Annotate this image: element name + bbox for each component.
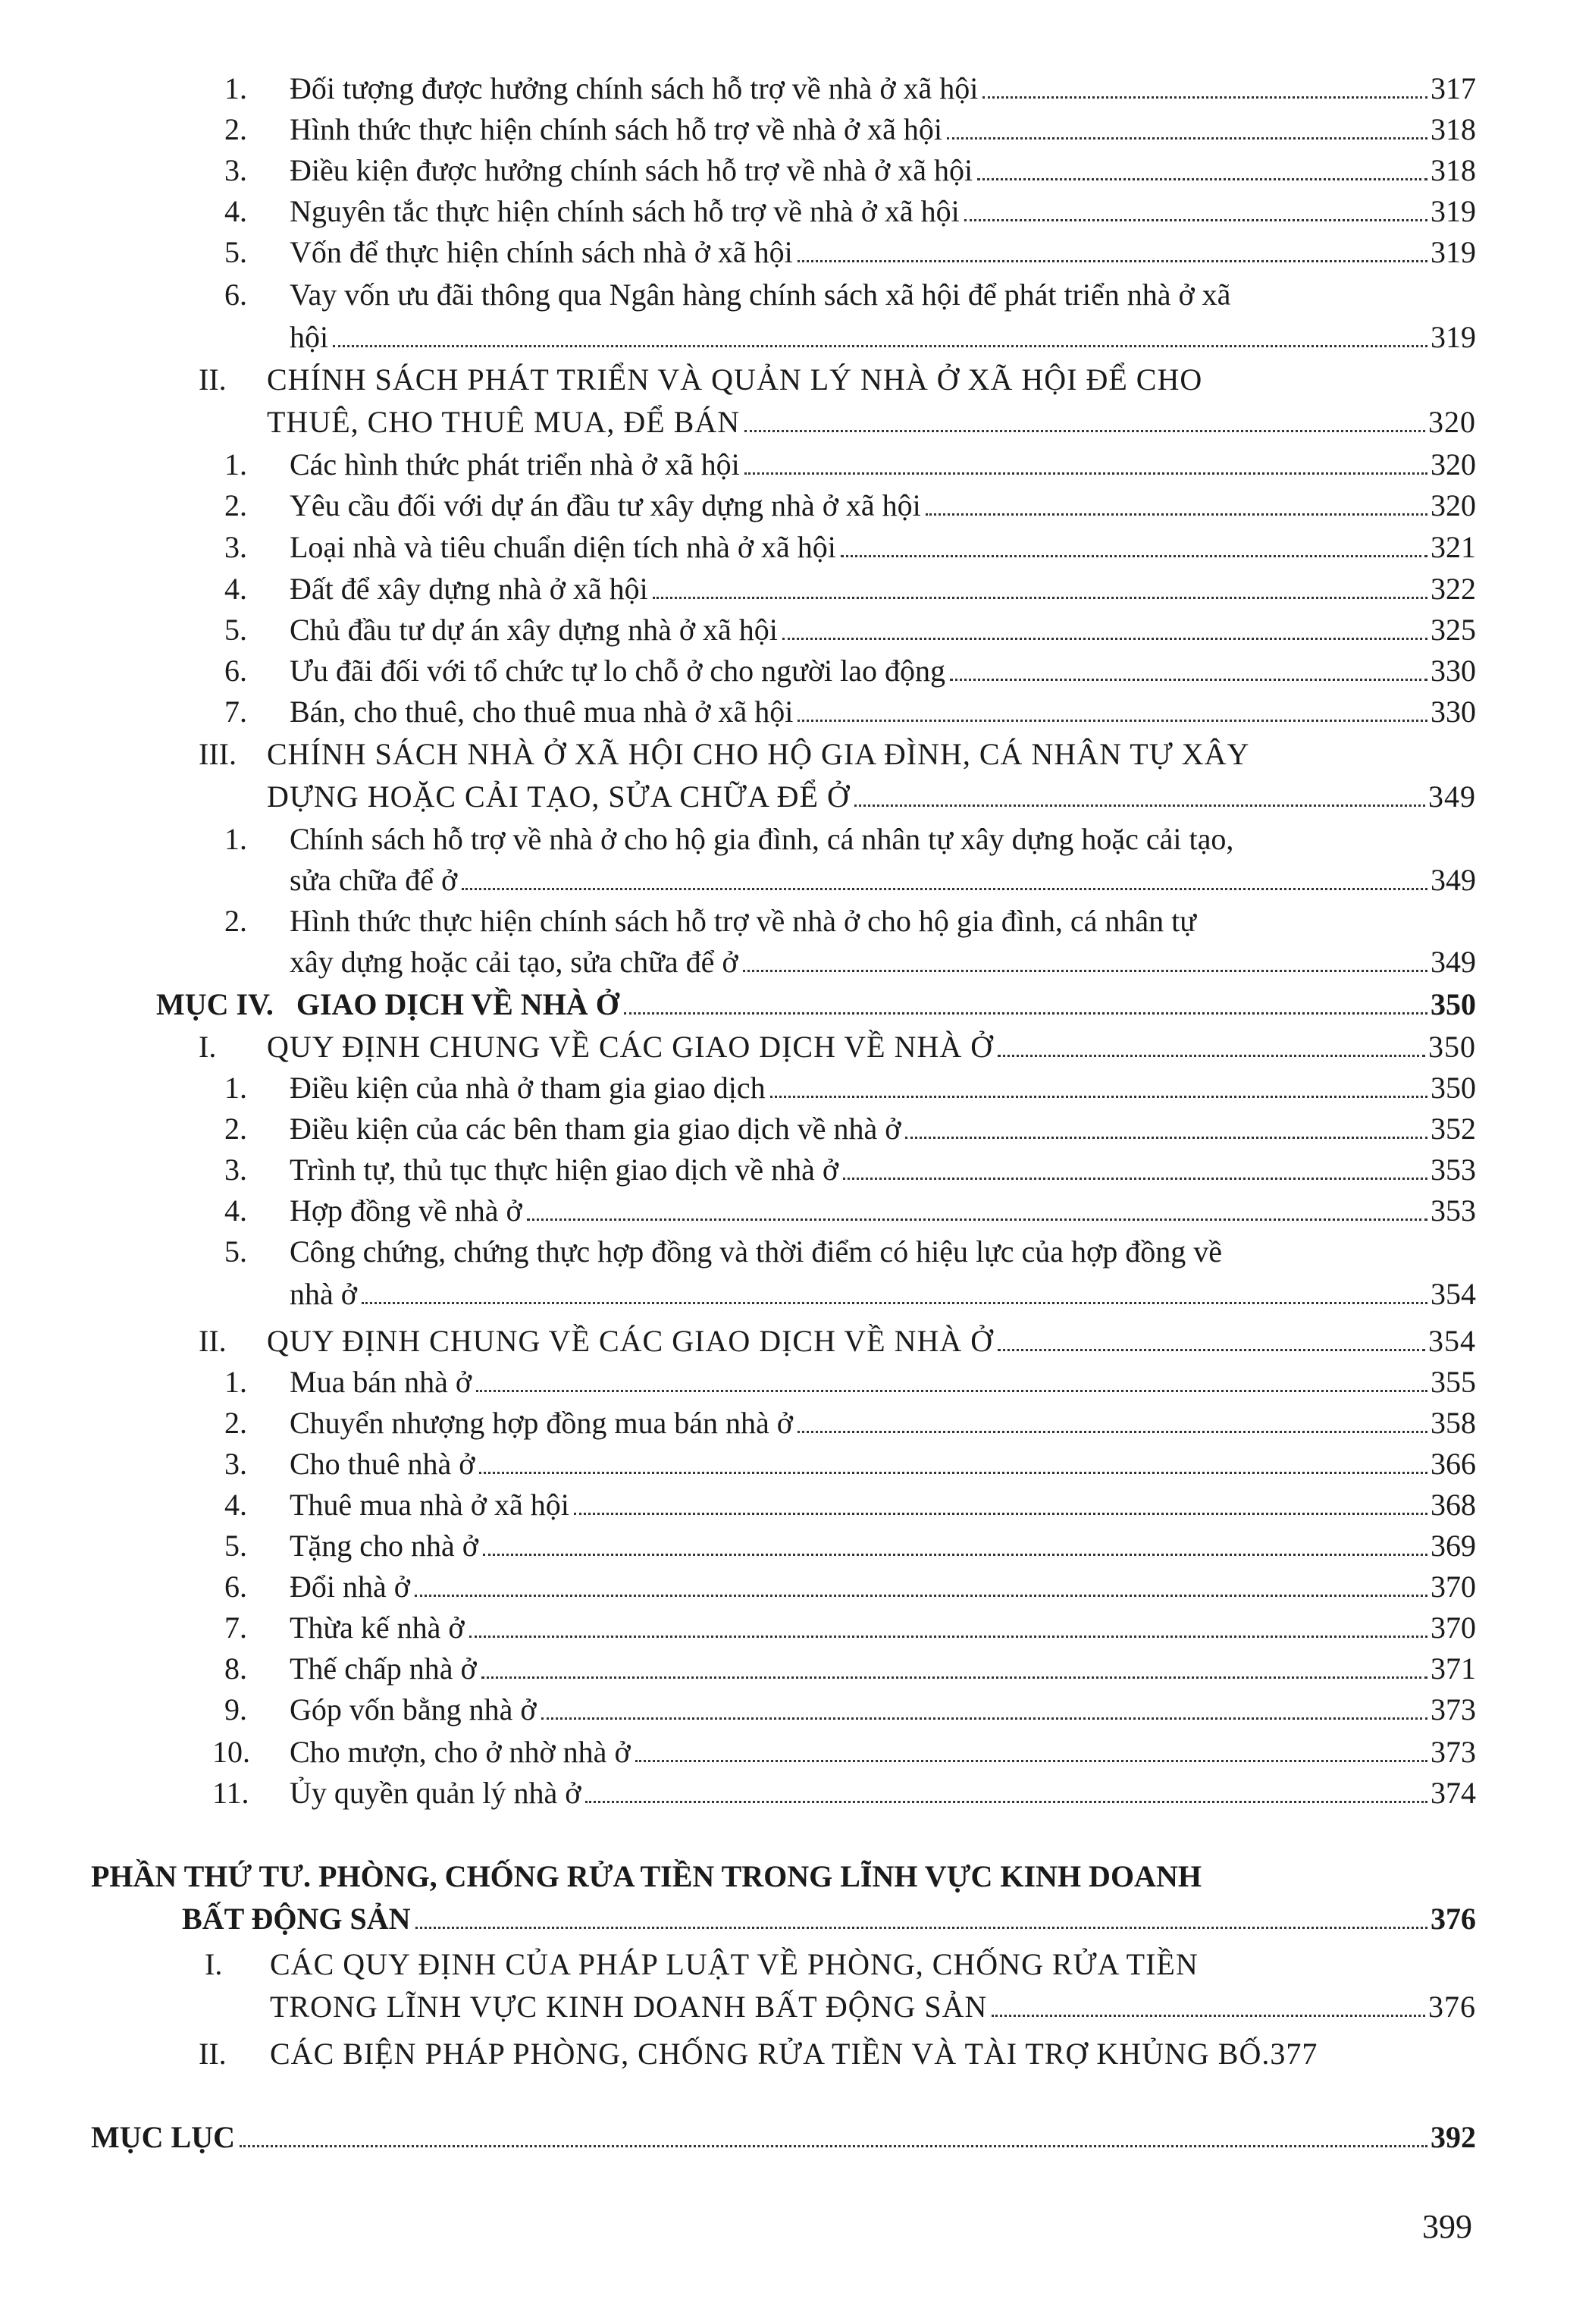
dot-leader <box>782 638 1427 640</box>
toc-page-number: 318 <box>1431 112 1476 146</box>
toc-item-number: 2. <box>224 1406 247 1440</box>
toc-item-number: 3. <box>224 153 247 187</box>
toc-item-text: hội <box>290 320 329 354</box>
toc-page-number: 349 <box>1431 863 1476 897</box>
toc-item-text: Điều kiện của nhà ở tham gia giao dịch <box>290 1071 766 1105</box>
toc-page-number: 370 <box>1431 1570 1476 1604</box>
dot-leader <box>843 1178 1427 1180</box>
toc-item <box>290 1609 1476 1647</box>
toc-item-text: Tặng cho nhà ở <box>290 1529 478 1563</box>
toc-page-number: 350 <box>1428 1030 1476 1064</box>
toc-item <box>290 1774 1476 1812</box>
dot-leader <box>977 178 1427 180</box>
toc-item-number: 1. <box>224 1071 247 1105</box>
dot-leader <box>415 1927 1427 1929</box>
toc-item-number: 1. <box>224 1365 247 1399</box>
toc-item <box>290 1568 1476 1606</box>
toc-item-text: Điều kiện của các bên tham gia giao dịch về nhà ở <box>290 1112 901 1146</box>
toc-part <box>182 1900 1476 1938</box>
toc-section <box>267 403 1476 441</box>
toc-page-number: 373 <box>1431 1735 1476 1769</box>
toc-item-number: 1. <box>224 822 247 856</box>
dot-leader <box>926 513 1427 516</box>
toc-part-text: PHẦN THỨ TƯ. PHÒNG, CHỐNG RỬA TIỀN TRONG LĨNH VỰC KINH DOANH <box>91 1859 1202 1893</box>
toc-section-number: II. <box>199 1324 227 1358</box>
dot-leader <box>574 1513 1427 1515</box>
toc-page-number: 370 <box>1431 1610 1476 1645</box>
toc-item-number: 5. <box>224 1529 247 1563</box>
dot-leader <box>240 2145 1427 2147</box>
toc-page-number: 376 <box>1431 1902 1476 1936</box>
toc-page-number: 350 <box>1431 1071 1476 1105</box>
toc-item-text: Hình thức thực hiện chính sách hỗ trợ về nhà ở xã hội <box>290 112 943 146</box>
toc-page-number: 366 <box>1431 1447 1476 1481</box>
dot-leader <box>964 219 1427 221</box>
dot-leader <box>841 555 1427 557</box>
toc-item-number: 4. <box>224 572 247 606</box>
toc-item-number: 10. <box>212 1735 250 1769</box>
toc-item <box>290 861 1476 899</box>
toc-item-number: 7. <box>224 695 247 729</box>
toc-page-number: 352 <box>1431 1112 1476 1146</box>
toc-item-number: 11. <box>212 1776 249 1810</box>
toc-item-text: Điều kiện được hưởng chính sách hỗ trợ về nhà ở xã hội <box>290 153 973 187</box>
toc-item-number: 5. <box>224 1234 247 1269</box>
dot-leader <box>798 260 1427 262</box>
dot-leader <box>998 1349 1425 1351</box>
dot-leader <box>743 970 1427 972</box>
toc-page-number: 320 <box>1431 447 1476 481</box>
toc-item <box>290 1691 1476 1729</box>
toc-item <box>290 446 1476 484</box>
toc-item <box>290 1192 1476 1230</box>
toc-page-number: 369 <box>1431 1529 1476 1563</box>
toc-page-number: 358 <box>1431 1406 1476 1440</box>
toc-page-number: 319 <box>1431 235 1476 269</box>
toc-contents-text: MỤC LỤC <box>91 2120 235 2154</box>
toc-item-number: 5. <box>224 235 247 269</box>
dot-leader <box>479 1472 1427 1474</box>
toc-item-text: Trình tự, thủ tục thực hiện giao dịch về nhà ở <box>290 1153 839 1187</box>
toc-section <box>267 1028 1476 1066</box>
toc-page-number: 318 <box>1431 153 1476 187</box>
dot-leader <box>541 1717 1427 1720</box>
toc-item-text: Hình thức thực hiện chính sách hỗ trợ về nhà ở cho hộ gia đình, cá nhân tự <box>290 904 1196 938</box>
toc-item-number: 2. <box>224 112 247 146</box>
dot-leader <box>992 2015 1425 2017</box>
toc-item-text: Đất để xây dựng nhà ở xã hội <box>290 572 648 606</box>
toc-section-text: CÁC BIỆN PHÁP PHÒNG, CHỐNG RỬA TIỀN VÀ TÀI TRỢ KHỦNG BỐ. <box>270 2037 1271 2071</box>
toc-page-number: 321 <box>1431 530 1476 564</box>
toc-item-text: Cho thuê nhà ở <box>290 1447 475 1481</box>
toc-item <box>290 1527 1476 1565</box>
toc-page-number: 320 <box>1428 405 1476 439</box>
page-number: 399 <box>1422 2208 1472 2245</box>
toc-section <box>267 778 1476 816</box>
toc-item <box>290 1733 1476 1771</box>
dot-leader <box>905 1137 1427 1139</box>
toc-item-number: 5. <box>224 613 247 647</box>
toc-item-text: Nguyên tắc thực hiện chính sách hỗ trợ về nhà ở xã hội <box>290 194 960 228</box>
toc-page-number: 325 <box>1431 613 1476 647</box>
toc-page-number: 354 <box>1428 1324 1476 1358</box>
toc-section-text: CHÍNH SÁCH NHÀ Ở XÃ HỘI CHO HỘ GIA ĐÌNH, CÁ NHÂN TỰ XÂY <box>267 737 1250 771</box>
toc-item-number: 3. <box>224 530 247 564</box>
dot-leader <box>476 1390 1427 1392</box>
toc-item-text: Thuê mua nhà ở xã hội <box>290 1488 569 1522</box>
toc-item <box>290 693 1476 731</box>
dot-leader <box>653 597 1427 599</box>
toc-item <box>290 487 1476 525</box>
toc-item-number: 7. <box>224 1610 247 1645</box>
toc-page-number: 374 <box>1431 1776 1476 1810</box>
toc-item-number: 2. <box>224 1112 247 1146</box>
toc-page-number: 317 <box>1431 71 1476 105</box>
toc-item-number: 9. <box>224 1692 247 1727</box>
toc-item-text: nhà ở <box>290 1277 357 1311</box>
toc-item-number: 6. <box>224 278 247 312</box>
toc-contents <box>91 2119 1476 2156</box>
toc-section-number: II. <box>199 2037 227 2071</box>
toc-part-line <box>91 1858 1476 1896</box>
toc-item <box>290 70 1476 108</box>
toc-page-number: 373 <box>1431 1692 1476 1727</box>
toc-item <box>290 1486 1476 1524</box>
toc-item-number: 1. <box>224 71 247 105</box>
toc-item-text: Vốn để thực hiện chính sách nhà ở xã hội <box>290 235 793 269</box>
toc-section-line <box>267 361 1476 399</box>
toc-page-number: 353 <box>1431 1193 1476 1228</box>
toc-item <box>290 528 1476 566</box>
dot-leader <box>744 430 1425 432</box>
toc-section-text: THUÊ, CHO THUÊ MUA, ĐỂ BÁN <box>267 405 741 439</box>
dot-leader <box>950 679 1427 681</box>
toc-page-number: 376 <box>1428 1990 1476 2024</box>
toc-section <box>270 2035 1476 2073</box>
toc-item <box>290 1275 1476 1313</box>
toc-item <box>290 611 1476 649</box>
toc-item-text: xây dựng hoặc cải tạo, sửa chữa để ở <box>290 945 738 979</box>
toc-section-text: DỰNG HOẶC CẢI TẠO, SỬA CHỮA ĐỂ Ở <box>267 779 850 814</box>
dot-leader <box>585 1801 1427 1803</box>
toc-item-line <box>290 820 1476 858</box>
dot-leader <box>770 1096 1427 1098</box>
toc-item-text: Chính sách hỗ trợ về nhà ở cho hộ gia đình, cá nhân tự xây dựng hoặc cải tạo, <box>290 822 1234 856</box>
toc-item-text: Thế chấp nhà ở <box>290 1651 477 1686</box>
toc-item-text: Góp vốn bằng nhà ở <box>290 1692 537 1727</box>
toc-item-text: Ủy quyền quản lý nhà ở <box>290 1776 581 1810</box>
toc-item <box>290 193 1476 231</box>
toc-section-line <box>270 1946 1476 1984</box>
dot-leader <box>469 1636 1427 1638</box>
toc-page-number: 350 <box>1431 987 1476 1021</box>
toc-section <box>267 1322 1476 1360</box>
toc-item-number: 3. <box>224 1153 247 1187</box>
toc-chapter <box>156 986 1476 1024</box>
toc-page-number: 377 <box>1270 2037 1318 2071</box>
toc-item-text: Loại nhà và tiêu chuẩn diện tích nhà ở xã hội <box>290 530 836 564</box>
toc-item-number: 4. <box>224 1193 247 1228</box>
dot-leader <box>483 1554 1427 1556</box>
toc-item-number: 4. <box>224 1488 247 1522</box>
toc-section-text: QUY ĐỊNH CHUNG VỀ CÁC GIAO DỊCH VỀ NHÀ Ở <box>267 1324 994 1358</box>
dot-leader <box>624 1012 1427 1015</box>
toc-section-text: TRONG LĨNH VỰC KINH DOANH BẤT ĐỘNG SẢN <box>270 1990 988 2024</box>
toc-item <box>290 1404 1476 1442</box>
toc-item-number: 4. <box>224 194 247 228</box>
toc-item-text: sửa chữa để ở <box>290 863 458 897</box>
toc-item <box>290 1151 1476 1189</box>
toc-item-number: 2. <box>224 488 247 522</box>
dot-leader <box>527 1218 1427 1221</box>
toc-item <box>290 1069 1476 1107</box>
toc-item-number: 6. <box>224 1570 247 1604</box>
toc-item-text: Đổi nhà ở <box>290 1570 410 1604</box>
dot-leader <box>333 345 1427 347</box>
toc-item-text: Mua bán nhà ở <box>290 1365 472 1399</box>
toc-section-number: I. <box>205 1947 223 1981</box>
toc-item-line <box>290 276 1476 314</box>
toc-page-number: 330 <box>1431 695 1476 729</box>
dot-leader <box>744 472 1427 475</box>
toc-section-text: QUY ĐỊNH CHUNG VỀ CÁC GIAO DỊCH VỀ NHÀ Ở <box>267 1030 994 1064</box>
toc-chapter-text: MỤC IV. GIAO DỊCH VỀ NHÀ Ở <box>156 987 619 1021</box>
toc-item-line <box>290 1233 1476 1271</box>
dot-leader <box>362 1302 1427 1304</box>
toc-item-text: Yêu cầu đối với dự án đầu tư xây dựng nhà ở xã hội <box>290 488 921 522</box>
toc-page-number: 368 <box>1431 1488 1476 1522</box>
toc-section-text: CÁC QUY ĐỊNH CỦA PHÁP LUẬT VỀ PHÒNG, CHỐNG RỬA TIỀN <box>270 1947 1199 1981</box>
toc-page-number: 392 <box>1431 2120 1476 2154</box>
toc-part-text: BẤT ĐỘNG SẢN <box>182 1902 411 1936</box>
toc-item-text: Ưu đãi đối với tổ chức tự lo chỗ ở cho người lao động <box>290 654 945 688</box>
toc-section-text: CHÍNH SÁCH PHÁT TRIỂN VÀ QUẢN LÝ NHÀ Ở XÃ HỘI ĐỂ CHO <box>267 362 1203 397</box>
dot-leader <box>481 1676 1427 1679</box>
toc-page-number: 320 <box>1431 488 1476 522</box>
toc-page-number: 319 <box>1431 194 1476 228</box>
toc-item <box>290 1110 1476 1148</box>
toc-page-number: 355 <box>1431 1365 1476 1399</box>
toc-page-number: 322 <box>1431 572 1476 606</box>
toc-page-number: 330 <box>1431 654 1476 688</box>
dot-leader <box>415 1595 1427 1597</box>
toc-item-text: Đối tượng được hưởng chính sách hỗ trợ về nhà ở xã hội <box>290 71 979 105</box>
toc-item <box>290 1650 1476 1688</box>
toc-item-text: Chuyển nhượng hợp đồng mua bán nhà ở <box>290 1406 793 1440</box>
toc-section-number: I. <box>199 1030 217 1064</box>
dot-leader <box>998 1055 1425 1057</box>
dot-leader <box>798 1431 1427 1433</box>
toc-section-number: III. <box>199 737 237 771</box>
toc-item-text: Chủ đầu tư dự án xây dựng nhà ở xã hội <box>290 613 778 647</box>
toc-item <box>290 1445 1476 1483</box>
toc-item-number: 2. <box>224 904 247 938</box>
toc-section <box>270 1988 1476 2026</box>
toc-item-line <box>290 902 1476 940</box>
dot-leader <box>854 804 1425 807</box>
dot-leader <box>798 720 1427 722</box>
toc-item <box>290 318 1476 356</box>
toc-section-line <box>267 735 1476 773</box>
toc-item-number: 6. <box>224 654 247 688</box>
toc-item <box>290 943 1476 981</box>
toc-item-text: Vay vốn ưu đãi thông qua Ngân hàng chính sách xã hội để phát triển nhà ở xã <box>290 278 1231 312</box>
toc-item-text: Hợp đồng về nhà ở <box>290 1193 522 1228</box>
toc-item-text: Thừa kế nhà ở <box>290 1610 465 1645</box>
toc-section-number: II. <box>199 362 227 397</box>
toc-item-number: 8. <box>224 1651 247 1686</box>
toc-item <box>290 652 1476 690</box>
toc-page-number: 371 <box>1431 1651 1476 1686</box>
toc-page-number: 349 <box>1431 945 1476 979</box>
toc-item-text: Bán, cho thuê, cho thuê mua nhà ở xã hội <box>290 695 794 729</box>
toc-item-number: 3. <box>224 1447 247 1481</box>
dot-leader <box>982 96 1427 99</box>
toc-item-text: Cho mượn, cho ở nhờ nhà ở <box>290 1735 631 1769</box>
toc-item <box>290 152 1476 190</box>
toc-page-number: 353 <box>1431 1153 1476 1187</box>
toc-page-number: 319 <box>1431 320 1476 354</box>
toc-page-number: 349 <box>1428 779 1476 814</box>
toc-item-text: Công chứng, chứng thực hợp đồng và thời điểm có hiệu lực của hợp đồng về <box>290 1234 1222 1269</box>
toc-item-text: Các hình thức phát triển nhà ở xã hội <box>290 447 740 481</box>
dot-leader <box>947 137 1427 140</box>
toc-item <box>290 1363 1476 1401</box>
dot-leader <box>635 1760 1427 1762</box>
toc-item-number: 1. <box>224 447 247 481</box>
toc-page-number: 354 <box>1431 1277 1476 1311</box>
toc-item <box>290 234 1476 271</box>
toc-item <box>290 570 1476 608</box>
toc-item <box>290 111 1476 149</box>
dot-leader <box>462 888 1427 890</box>
